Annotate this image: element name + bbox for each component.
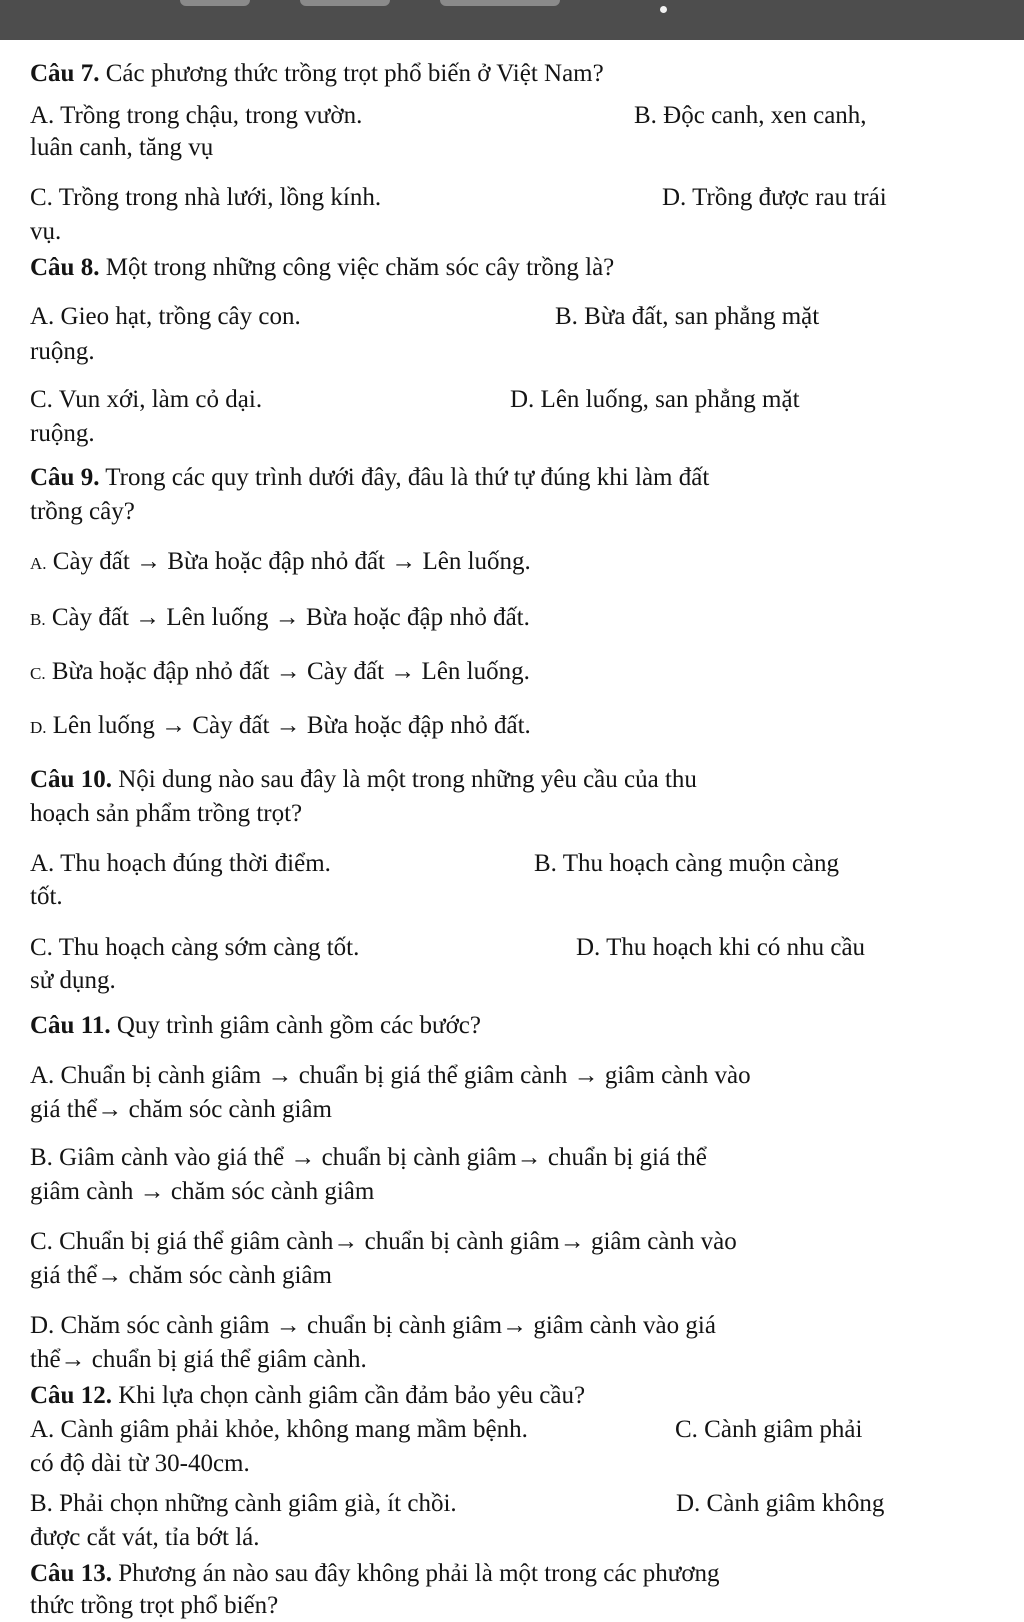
q9-option-c bbox=[30, 656, 530, 690]
q11-option-a-cont: giá thể→ chăm sóc cành giâm bbox=[30, 1096, 332, 1123]
question-number: Câu 12. bbox=[30, 1382, 112, 1409]
q7-option-d-cont: vụ. bbox=[30, 218, 62, 245]
q10-option-c: C. Thu hoạch càng sớm càng tốt. bbox=[30, 934, 360, 961]
question-13-title-cont: thức trồng trọt phổ biến? bbox=[30, 1592, 279, 1619]
question-number: Câu 10. bbox=[30, 766, 112, 793]
q8-option-b-cont: ruộng. bbox=[30, 338, 95, 365]
q11-option-d-cont: thể→ chuẩn bị giá thể giâm cành. bbox=[30, 1346, 367, 1373]
question-10-title-cont: hoạch sản phẩm trồng trọt? bbox=[30, 800, 303, 827]
q10-option-a: A. Thu hoạch đúng thời điểm. bbox=[30, 850, 331, 877]
question-8-title bbox=[30, 252, 614, 284]
question-number: Câu 13. bbox=[30, 1560, 112, 1587]
q7-option-b: B. Độc canh, xen canh, bbox=[634, 102, 867, 129]
question-number: Câu 8. bbox=[30, 254, 100, 281]
q12-option-a: A. Cành giâm phải khỏe, không mang mầm bệnh. bbox=[30, 1416, 528, 1443]
question-13-title bbox=[30, 1558, 720, 1590]
question-9-title-cont: trồng cây? bbox=[30, 498, 135, 525]
blurred-header-mark bbox=[440, 0, 560, 6]
question-text: Trong các quy trình dưới đây, đâu là thứ tự đúng khi làm đất bbox=[99, 464, 710, 491]
q8-option-b: B. Bừa đất, san phẳng mặt bbox=[555, 303, 820, 330]
option-label: D. bbox=[30, 718, 47, 737]
option-text: Bừa hoặc đập nhỏ đất → Cày đất → Lên luống. bbox=[45, 658, 530, 685]
q8-option-d: D. Lên luống, san phẳng mặt bbox=[510, 386, 800, 413]
q10-option-b-cont: tốt. bbox=[30, 883, 63, 910]
question-11-title bbox=[30, 1010, 481, 1042]
blurred-header-mark bbox=[180, 0, 250, 6]
question-12-title bbox=[30, 1380, 585, 1412]
question-number: Câu 11. bbox=[30, 1012, 111, 1039]
q7-option-c: C. Trồng trong nhà lưới, lồng kính. bbox=[30, 184, 382, 211]
q12-option-b: B. Phải chọn những cành giâm già, ít chồi. bbox=[30, 1490, 457, 1517]
q11-option-b: B. Giâm cành vào giá thể → chuẩn bị cành giâm→ chuẩn bị giá thể bbox=[30, 1144, 707, 1171]
q12-option-d: D. Cành giâm không bbox=[676, 1490, 885, 1517]
q7-option-b-cont: luân canh, tăng vụ bbox=[30, 134, 214, 161]
q12-option-c: C. Cành giâm phải bbox=[675, 1416, 863, 1443]
option-text: Lên luống → Cày đất → Bừa hoặc đập nhỏ đất. bbox=[46, 712, 531, 739]
q9-option-a bbox=[30, 546, 531, 580]
option-label: B. bbox=[30, 610, 46, 629]
q11-option-c-cont: giá thể→ chăm sóc cành giâm bbox=[30, 1262, 332, 1289]
question-10-title bbox=[30, 764, 697, 796]
q9-option-d bbox=[30, 710, 531, 744]
question-7-title bbox=[30, 58, 604, 90]
question-number: Câu 9. bbox=[30, 464, 100, 491]
q10-option-b: B. Thu hoạch càng muộn càng bbox=[534, 850, 840, 877]
q7-option-d: D. Trồng được rau trái bbox=[662, 184, 887, 211]
q8-option-d-cont: ruộng. bbox=[30, 420, 95, 447]
q11-option-c: C. Chuẩn bị giá thể giâm cành→ chuẩn bị cành giâm→ giâm cành vào bbox=[30, 1228, 737, 1255]
question-text: Khi lựa chọn cành giâm cần đảm bảo yêu cầu? bbox=[111, 1382, 586, 1409]
q8-option-a: A. Gieo hạt, trồng cây con. bbox=[30, 303, 301, 330]
q11-option-a: A. Chuẩn bị cành giâm → chuẩn bị giá thể giâm cành → giâm cành vào bbox=[30, 1062, 751, 1089]
option-label: C. bbox=[30, 664, 46, 683]
option-label: A. bbox=[30, 554, 47, 573]
question-9-title bbox=[30, 462, 709, 494]
q11-option-b-cont: giâm cành → chăm sóc cành giâm bbox=[30, 1178, 375, 1205]
dot-icon bbox=[660, 6, 667, 13]
question-text: Một trong những công việc chăm sóc cây trồng là? bbox=[99, 254, 615, 281]
question-number: Câu 7. bbox=[30, 60, 100, 87]
question-text: Nội dung nào sau đây là một trong những yêu cầu của thu bbox=[111, 766, 697, 793]
q7-option-a: A. Trồng trong chậu, trong vườn. bbox=[30, 102, 363, 129]
question-text: Phương án nào sau đây không phải là một trong các phương bbox=[111, 1560, 720, 1587]
top-bar bbox=[0, 0, 1024, 40]
blurred-header-mark bbox=[300, 0, 390, 6]
question-text: Quy trình giâm cành gồm các bước? bbox=[110, 1012, 481, 1039]
option-text: Cày đất → Bừa hoặc đập nhỏ đất → Lên luống. bbox=[46, 548, 531, 575]
q10-option-d: D. Thu hoạch khi có nhu cầu bbox=[576, 934, 866, 961]
q8-option-c: C. Vun xới, làm cỏ dại. bbox=[30, 386, 263, 413]
option-text: Cày đất → Lên luống → Bừa hoặc đập nhỏ đất. bbox=[45, 604, 530, 631]
q12-option-c-cont: có độ dài từ 30-40cm. bbox=[30, 1450, 250, 1477]
q10-option-d-cont: sử dụng. bbox=[30, 967, 116, 994]
q9-option-b bbox=[30, 602, 530, 636]
question-text: Các phương thức trồng trọt phổ biến ở Việt Nam? bbox=[99, 60, 604, 87]
q12-option-d-cont: được cắt vát, tỉa bớt lá. bbox=[30, 1524, 260, 1551]
q11-option-d: D. Chăm sóc cành giâm → chuẩn bị cành giâm→ giâm cành vào giá bbox=[30, 1312, 716, 1339]
